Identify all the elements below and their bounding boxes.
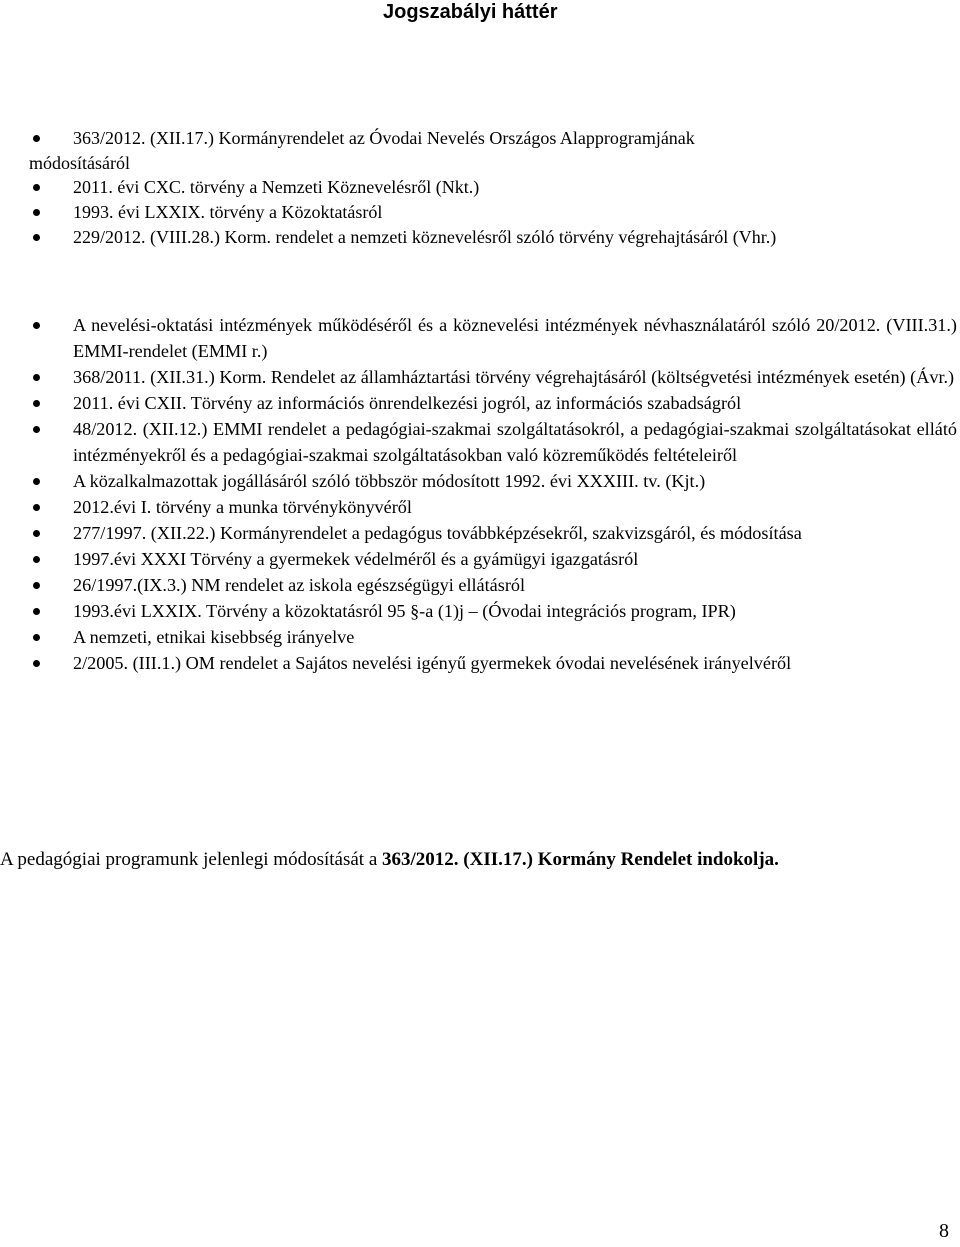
list-item-text: 26/1997.(IX.3.) NM rendelet az iskola egészségügyi ellátásról [73, 575, 526, 595]
bullet-icon [33, 582, 40, 589]
list-item-text: 2/2005. (III.1.) OM rendelet a Sajátos nevelési igényű gyermekek óvodai nevelésének irányelvéről [73, 653, 792, 673]
list-item-text: 2011. évi CXII. Törvény az információs önrendelkezési jogról, az információs szabadságról [73, 393, 742, 413]
list-item-text: 1993.évi LXXIX. Törvény a közoktatásról 95 §-a (1)j – (Óvodai integrációs program, IPR) [73, 601, 736, 621]
list-item-text: 1993. évi LXXIX. törvény a Közoktatásról [73, 202, 383, 223]
bullet-icon [33, 400, 40, 407]
list-item-text: 2011. évi CXC. törvény a Nemzeti Köznevelésről (Nkt.) [73, 177, 480, 198]
list-item [0, 650, 960, 676]
list-item [0, 225, 960, 250]
closing-statement-text: A pedagógiai programunk jelenlegi módosítását a [0, 849, 383, 870]
list-item-text: módosításáról [29, 152, 130, 173]
bullet-icon [33, 530, 40, 537]
list-item [0, 390, 960, 416]
bullet-icon [33, 135, 40, 142]
bullet-icon [33, 660, 40, 667]
list-item [0, 126, 960, 151]
closing-statement [0, 845, 960, 875]
list-item-text: 1997.évi XXXI Törvény a gyermekek védelméről és a gyámügyi igazgatásról [73, 549, 639, 569]
list-item [0, 624, 960, 650]
list-item [0, 468, 960, 494]
bullet-icon [33, 184, 40, 191]
list-item-text: A nemzeti, etnikai kisebbség irányelve [73, 627, 355, 647]
bullet-icon [33, 556, 40, 563]
bullet-icon [33, 322, 40, 329]
list-item-text: A közalkalmazottak jogállásáról szóló többször módosított 1992. évi XXXIII. tv. (Kjt.) [73, 471, 706, 491]
list-item-continuation [0, 151, 960, 176]
list-item-text: 277/1997. (XII.22.) Kormányrendelet a pedagógus továbbképzésekről, szakvizsgáról, és módosítása [73, 523, 802, 543]
list-item-text: A nevelési-oktatási intézmények működéséről és a köznevelési intézmények névhasználatáról szóló 20/2012. (VIII.31.) EMMI-rendelet (EMMI r.) [73, 315, 957, 361]
legal-list-secondary [0, 312, 960, 676]
list-item [0, 598, 960, 624]
page-heading: Jogszabályi háttér [383, 1, 558, 23]
bullet-icon [33, 426, 40, 433]
list-item [0, 364, 960, 390]
list-item [0, 416, 960, 468]
bullet-icon [33, 608, 40, 615]
bullet-icon [33, 209, 40, 216]
bullet-icon [33, 478, 40, 485]
list-item [0, 175, 960, 200]
list-item-text: 368/2011. (XII.31.) Korm. Rendelet az államháztartási törvény végrehajtásáról (költségvetési intézmények esetén) (Ávr.) [73, 367, 955, 387]
bullet-icon [33, 234, 40, 241]
closing-statement-emphasis: 363/2012. (XII.17.) Kormány Rendelet indokolja. [382, 849, 779, 870]
bullet-icon [33, 504, 40, 511]
list-item [0, 572, 960, 598]
list-item [0, 520, 960, 546]
bullet-icon [33, 374, 40, 381]
list-item [0, 546, 960, 572]
list-item-text: 363/2012. (XII.17.) Kormányrendelet az Óvodai Nevelés Országos Alapprogramjának [73, 128, 695, 148]
list-item [0, 494, 960, 520]
list-item-text: 48/2012. (XII.12.) EMMI rendelet a pedagógiai-szakmai szolgáltatásokról, a pedagógiai-szakmai szolgáltatásokat ellátó intézményekről és a pedagógiai-szakmai szolgáltatásokban való közreműködés feltételeiről [73, 419, 957, 465]
list-item-text: 229/2012. (VIII.28.) Korm. rendelet a nemzeti köznevelésről szóló törvény végrehajtásáról (Vhr.) [73, 226, 777, 247]
bullet-icon [33, 634, 40, 641]
list-item [0, 200, 960, 225]
legal-list-primary [0, 126, 960, 250]
page-number: 8 [939, 1220, 949, 1242]
list-item-text: 2012.évi I. törvény a munka törvénykönyvéről [73, 497, 412, 517]
list-item [0, 312, 960, 364]
